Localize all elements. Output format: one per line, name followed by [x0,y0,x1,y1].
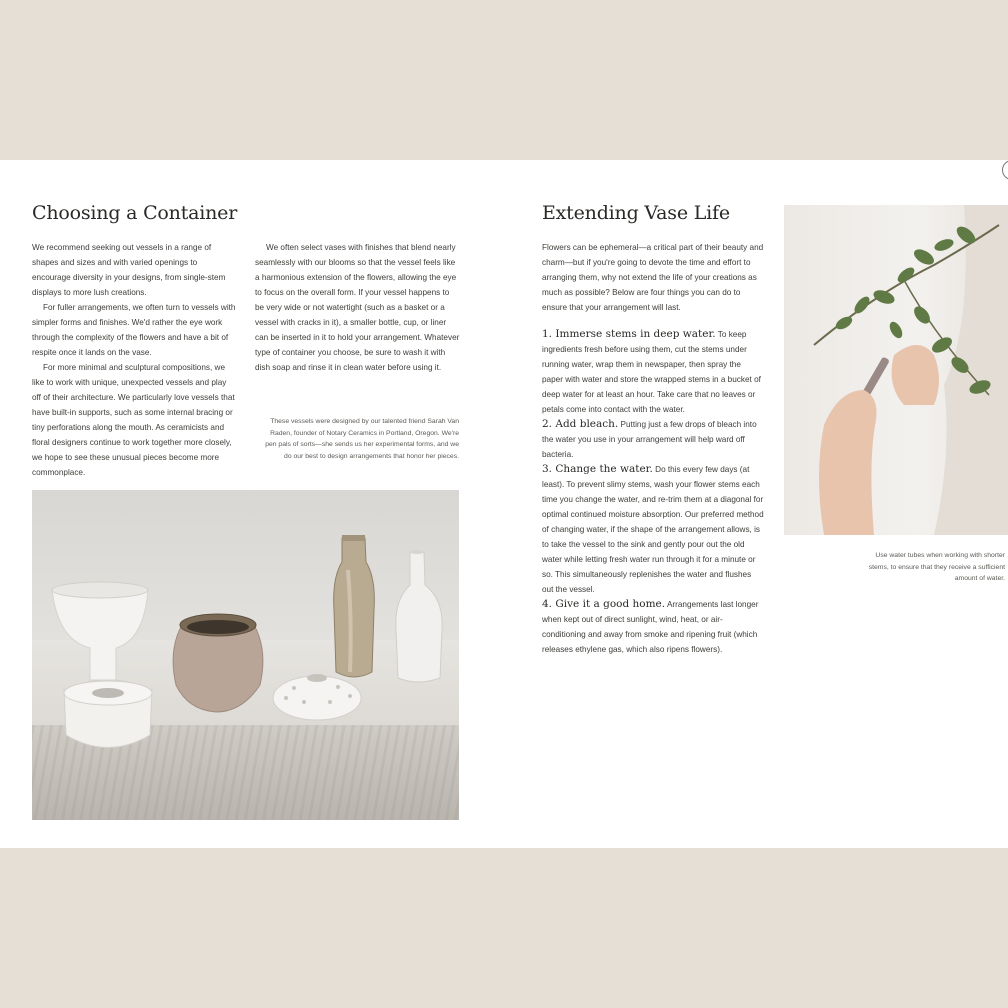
tip-text: Putting just a few drops of bleach into the water you use in your arrangement will help ward off bacteria. [542,420,757,459]
paragraph: We recommend seeking out vessels in a range of shapes and sizes and with varied openings to encourage diversity in your designs, from single-stem displays to more lush creations. [32,243,226,297]
vessels-photo [32,490,459,820]
intro-paragraph: Flowers can be ephemeral—a critical part of their beauty and charm—but if you're going to devote the time and effort to arranging them, why not extend the life of your creations as much as possible? Below are four things you can do to ensure that your arrangement will last. [542,243,764,312]
left-page-heading: Choosing a Container [32,202,238,224]
paragraph: For more minimal and sculptural compositions, we like to work with unique, unexpected vessels and play off of their architecture. We particularly love vessels that have built-in supports, such as some internal bracing or tiny perforations along the mouth. As ceramicists and floral designers continue to work together more closely, we hope to see these unusual pieces become more commonplace. [32,363,235,477]
left-column-2 [255,240,460,375]
tip-item [542,462,764,597]
water-tube-photo [784,205,1008,535]
paragraph: For fuller arrangements, we often turn to vessels with simpler forms and finishes. We'd rather the eye work through the complexity of the flowers and have a bit of respite once it lands on the vase. [32,303,236,357]
tip-title: 3. Change the water. [542,463,653,475]
hands-with-greenery-illustration [784,205,1008,535]
page-edge-mark [1002,160,1008,180]
tip-item [542,327,764,417]
vessels-caption: These vessels were designed by our talented friend Sarah Van Raden, founder of Notary Ceramics in Portland, Oregon. We're pen pals of sorts—she sends us her experimental forms, and we do our best to design arrangements that honor her pieces. [265,418,459,460]
tip-text: Arrangements last longer when kept out of direct sunlight, wind, heat, or air-conditioning and away from smoke and ripening fruit (which releases ethylene gas, which also ripens flowers). [542,600,759,654]
right-column [542,240,764,657]
tip-item [542,597,764,657]
book-spread [0,160,1008,848]
water-tube-caption: Use water tubes when working with shorter stems, to ensure that they receive a sufficient amount of water. [868,552,1005,582]
tip-title: 4. Give it a good home. [542,598,666,610]
paragraph: We often select vases with finishes that blend nearly seamlessly with our blooms so that the vessel feels like a harmonious extension of the flowers, allowing the eye to focus on the overall form. If your vessel happens to be very wide or not watertight (such as a basket or a vessel with cracks in it), a smaller bottle, cup, or liner can be inserted in it to hold your arrangement. Whatever type of container you choose, be sure to wash it with dish soap and rinse it in clean water before using it. [255,243,460,372]
tip-text: To keep ingredients fresh before using them, cut the stems under running water, wrap them in newspaper, then spray the paper with water and store the wrapped stems in a bucket of deep water for at least an hour. Take care that no leaves or petals come into contact with the water. [542,330,761,414]
left-column-1 [32,240,237,480]
tip-item [542,417,764,462]
tip-title: 1. Immerse stems in deep water. [542,328,716,340]
right-page-heading: Extending Vase Life [542,202,730,224]
tip-text: Do this every few days (at least). To prevent slimy stems, wash your flower stems each time you change the water, and re-trim them at a diagonal for optimal continued moisture absorption. Our preferred method of changing water, if the shape of the arrangement allows, is to take the vessel to the sink and gently pour out the old water while letting fresh water run through it for a minute or so. This simultaneously replenishes the water and flushes out the vessel. [542,465,764,594]
tip-title: 2. Add bleach. [542,418,619,430]
ceramic-vessels-illustration [32,490,459,820]
